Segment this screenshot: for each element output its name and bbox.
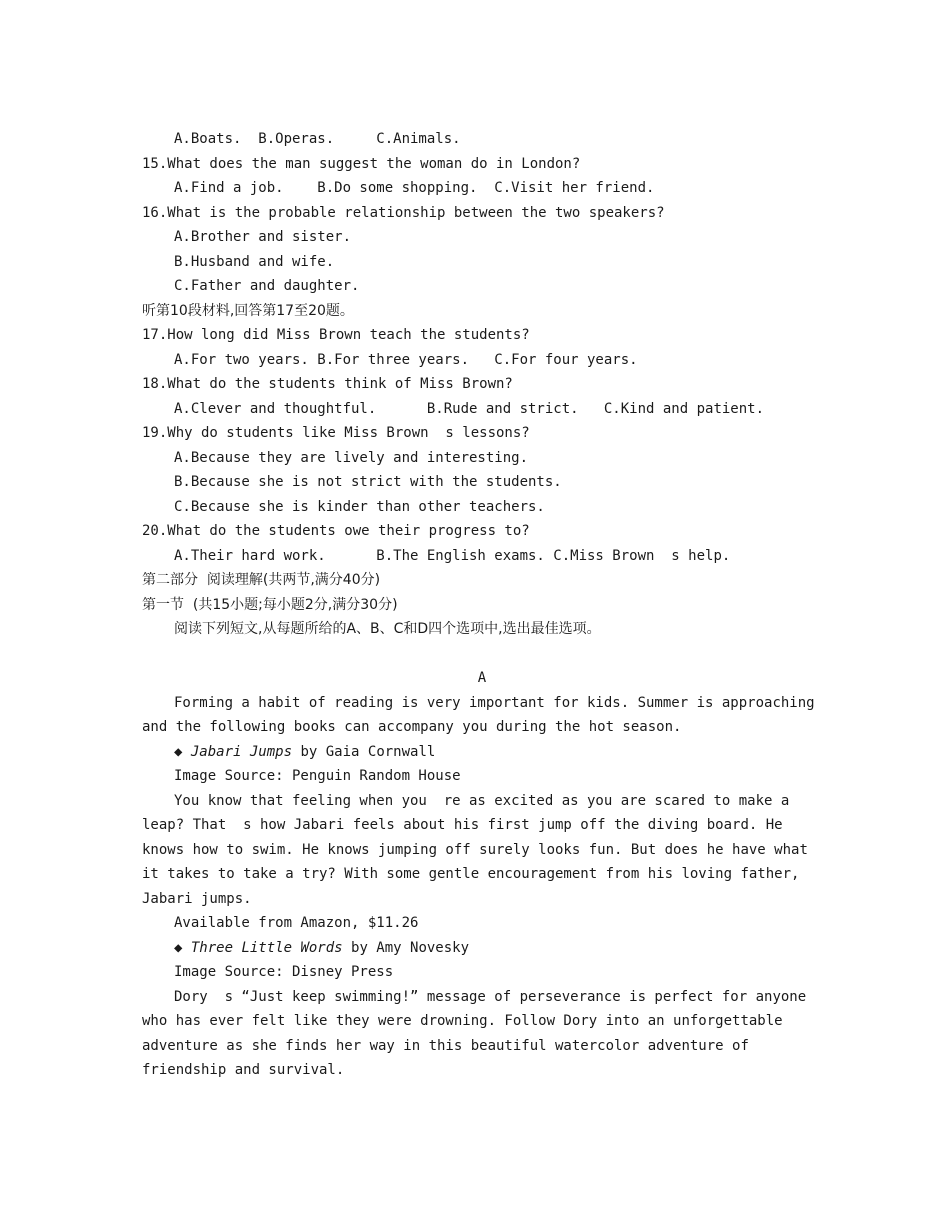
q16-option-b: B.Husband and wife. — [174, 253, 335, 270]
spacer — [142, 642, 822, 667]
book1-image-source: Image Source: Penguin Random House — [174, 768, 461, 784]
book1-desc-line: Jabari jumps. — [142, 890, 252, 907]
book2-author: by Amy Novesky — [342, 939, 470, 956]
q19-option-c: C.Because she is kinder than other teachers. — [174, 498, 545, 515]
q19-option-a: A.Because they are lively and interesting. — [174, 449, 529, 466]
q14-options: A.Boats. B.Operas. C.Animals. — [174, 131, 461, 147]
reading-instruction: 阅读下列短文,从每题所给的A、B、C和D四个选项中,选出最佳选项。 — [174, 621, 601, 637]
q20-question: 20.What do the students owe their progress to? — [142, 523, 530, 539]
q19-question: 19.Why do students like Miss Brown s lessons? — [142, 425, 530, 441]
q15-options: A.Find a job. B.Do some shopping. C.Visit her friend. — [174, 180, 655, 196]
reading-section-heading: 第一节 (共15小题;每小题2分,满分30分) — [142, 596, 398, 613]
passage-label: A — [477, 670, 487, 686]
exam-page — [142, 127, 822, 1083]
book1-desc-line: leap? That s how Jabari feels about his first jump off the diving board. He — [142, 817, 783, 833]
book2-image-source: Image Source: Disney Press — [174, 964, 394, 980]
q15-question: 15.What does the man suggest the woman do in London? — [142, 155, 581, 172]
book2-desc-line: adventure as she finds her way in this beautiful watercolor adventure of — [142, 1037, 749, 1054]
q17-question: 17.How long did Miss Brown teach the students? — [142, 327, 530, 343]
book1-desc-line: it takes to take a try? With some gentle encouragement from his loving father, — [142, 866, 800, 882]
book2-heading — [142, 936, 822, 961]
diamond-bullet-icon: ◆ — [174, 743, 183, 760]
q16-question: 16.What is the probable relationship between the two speakers? — [142, 204, 665, 221]
book1-desc-line: knows how to swim. He knows jumping off surely looks fun. But does he have what — [142, 841, 808, 858]
book2-desc-line: friendship and survival. — [142, 1062, 345, 1078]
book1-title: Jabari Jumps — [190, 743, 293, 760]
q17-options: A.For two years. B.For three years. C.For four years. — [174, 351, 638, 368]
q20-options: A.Their hard work. B.The English exams. C.Miss Brown s help. — [174, 547, 731, 564]
book2-title: Three Little Words — [190, 939, 343, 956]
book1-author: by Gaia Cornwall — [292, 743, 436, 760]
diamond-bullet-icon: ◆ — [174, 939, 183, 956]
q18-question: 18.What do the students think of Miss Brown? — [142, 376, 513, 392]
q16-option-a: A.Brother and sister. — [174, 229, 352, 245]
q16-option-c: C.Father and daughter. — [174, 278, 360, 294]
intro-line-2: and the following books can accompany you during the hot season. — [142, 719, 682, 735]
book2-desc-line: Dory s “Just keep swimming!” message of perseverance is perfect for anyone — [174, 988, 807, 1005]
q19-option-b: B.Because she is not strict with the students. — [174, 474, 562, 490]
q18-options: A.Clever and thoughtful. B.Rude and strict. C.Kind and patient. — [174, 400, 765, 417]
book1-desc-line: You know that feeling when you re as excited as you are scared to make a — [174, 792, 790, 809]
reading-part-heading: 第二部分 阅读理解(共两节,满分40分) — [142, 572, 381, 588]
book1-availability: Available from Amazon, $11.26 — [174, 915, 419, 931]
book2-desc-line: who has ever felt like they were drowning. Follow Dory into an unforgettable — [142, 1013, 783, 1029]
section-10-instruction: 听第10段材料,回答第17至20题。 — [142, 302, 354, 319]
intro-line-1: Forming a habit of reading is very important for kids. Summer is approaching — [174, 694, 815, 711]
book1-heading — [142, 740, 822, 765]
